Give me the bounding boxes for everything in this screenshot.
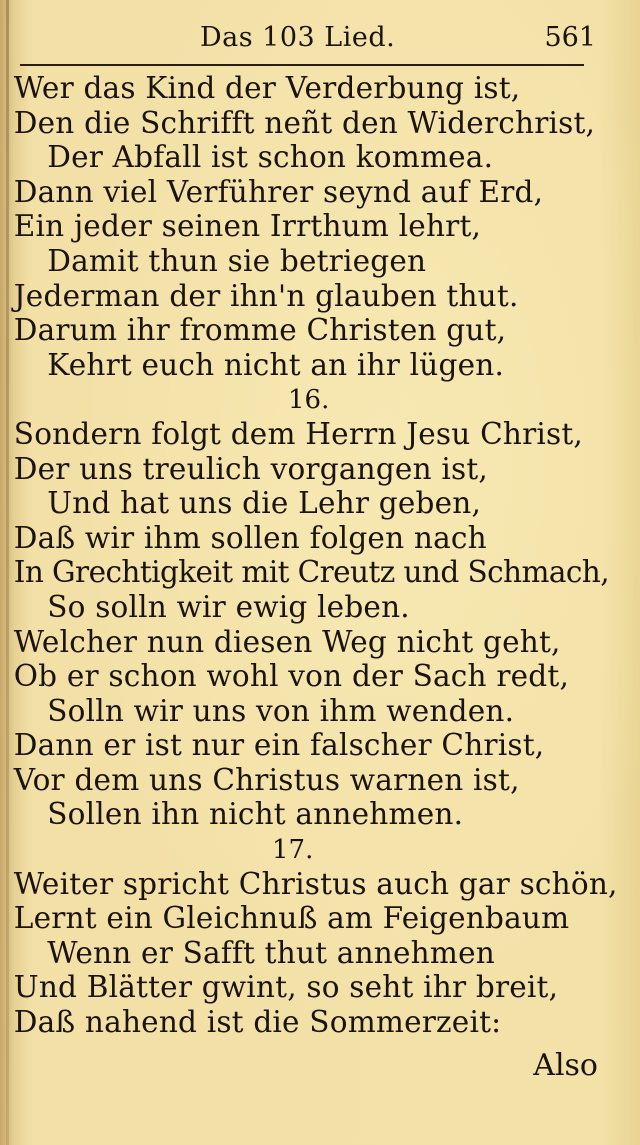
verse-line: Daß nahend ist die Sommerzeit: <box>13 1005 502 1041</box>
verse-line: Dann viel Verführer seynd auf Erd, <box>13 174 544 210</box>
stanza-continued <box>0 72 640 383</box>
verse-line: Jederman der ihn'n glauben thut. <box>13 278 519 314</box>
verse-line: Welcher nun diesen Weg nicht geht, <box>13 624 561 660</box>
header-rule <box>20 64 584 66</box>
verse-line: Kehrt euch nicht an ihr lügen. <box>47 347 505 383</box>
stanza-17 <box>0 833 640 1041</box>
page-number: 561 <box>544 22 596 53</box>
verse-line: Lernt ein Gleichnuß am Feigenbaum <box>13 901 570 937</box>
verse-line: Wenn er Safft thut annehmen <box>47 935 495 971</box>
verse-line: Solln wir uns von ihm wenden. <box>47 693 515 729</box>
verse-line: Damit thun sie betriegen <box>47 243 427 279</box>
verse-line: Daß wir ihm sollen folgen nach <box>13 520 487 556</box>
verse-line: Wer das Kind der Verderbung ist, <box>13 71 521 106</box>
verse-line: Ob er schon wohl von der Sach redt, <box>13 659 570 695</box>
running-title: Das 103 Lied. <box>200 22 396 53</box>
verse-line: Vor dem uns Christus warnen ist, <box>13 762 520 798</box>
page-header <box>0 22 640 62</box>
verse-line: Weiter spricht Christus auch gar schön, <box>13 866 618 902</box>
verse-line: Sollen ihn nicht annehmen. <box>47 797 464 833</box>
verse-line: So solln wir ewig leben. <box>47 589 410 625</box>
verse-line: Und Blätter gwint, so seht ihr breit, <box>13 970 559 1006</box>
stanza-number: 16. <box>288 385 330 416</box>
verse-line: Dann er ist nur ein falscher Christ, <box>13 728 545 764</box>
catchword: Also <box>533 1048 598 1083</box>
verse-line: Darum ihr fromme Christen gut, <box>13 313 507 349</box>
verse-line: Der Abfall ist schon kommea. <box>47 140 494 176</box>
stanza-number: 17. <box>272 835 314 866</box>
stanza-16 <box>0 383 640 833</box>
verse-line: Und hat uns die Lehr geben, <box>47 486 482 522</box>
verse-line: In Grechtigkeit mit Creutz und Schmach, <box>13 555 610 591</box>
verse-line: Den die Schrifft neñt den Widerchrist, <box>13 105 596 141</box>
hymn-text <box>0 72 640 1041</box>
verse-line: Der uns treulich vorgangen ist, <box>13 451 489 487</box>
verse-line: Sondern folgt dem Herrn Jesu Christ, <box>13 416 584 452</box>
verse-line: Ein jeder seinen Irrthum lehrt, <box>13 209 482 245</box>
